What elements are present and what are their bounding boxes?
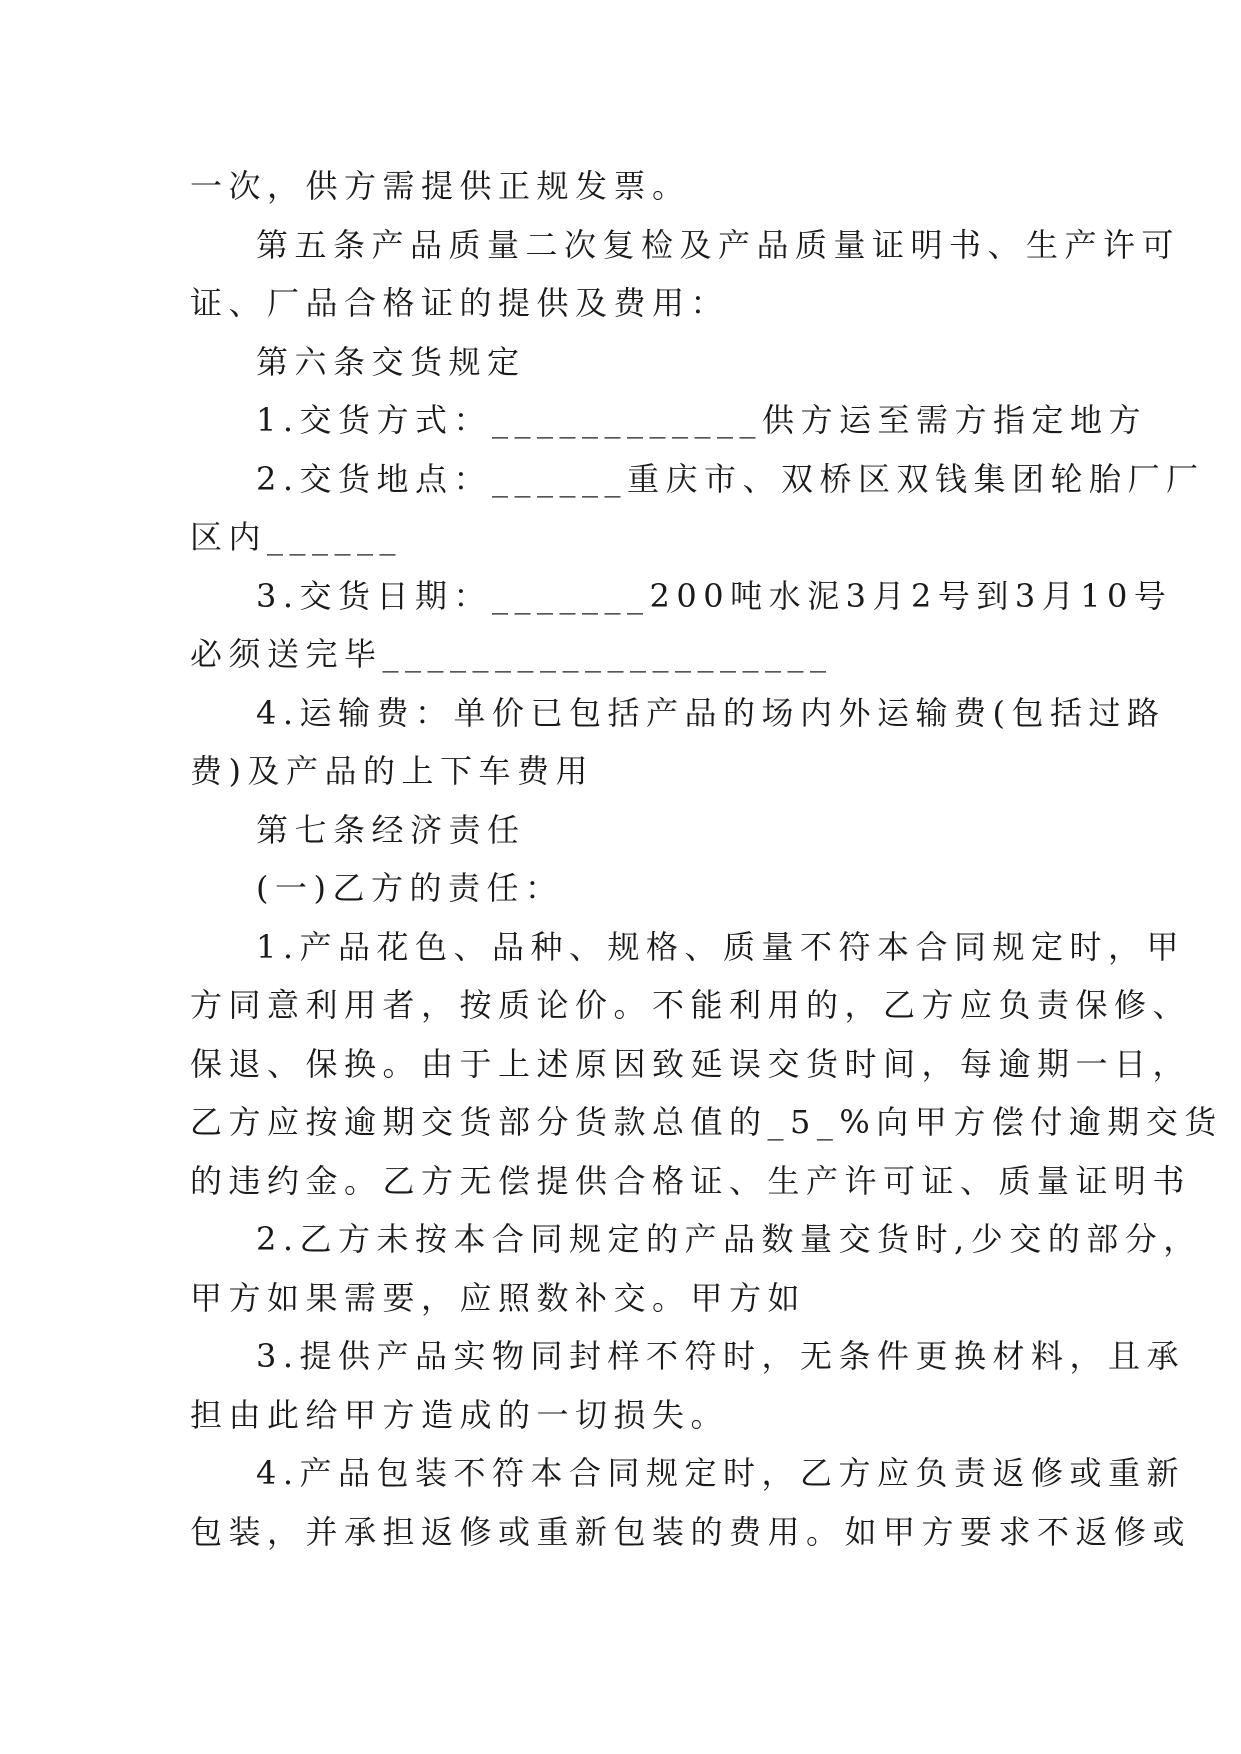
clause-2-line-2: 甲方如果需要，应照数补交。甲方如 <box>190 1278 807 1317</box>
document-body <box>190 157 1223 1561</box>
clause-1-line-5: 的违约金。乙方无偿提供合格证、生产许可证、质量证明书 <box>190 1161 1192 1200</box>
delivery-location-line-cont: 区内______ <box>190 518 403 556</box>
delivery-method-line: 1.交货方式：____________供方运至需方指定地方 <box>256 401 1148 439</box>
delivery-date-line: 3.交货日期：_______200吨水泥3月2号到3月10号 <box>256 576 1173 615</box>
section-heading-6: 第六条交货规定 <box>256 342 526 381</box>
delivery-date-line-cont: 必须送完毕____________________ <box>190 635 833 673</box>
clause-4-line-1: 4.产品包装不符本合同规定时，乙方应负责返修或重新 <box>256 1454 1186 1492</box>
clause-1-line-3: 保退、保换。由于上述原因致延误交货时间，每逾期一日， <box>190 1044 1192 1083</box>
text-line-3: 证、厂品合格证的提供及费用： <box>190 284 730 322</box>
text-line-2: 第五条产品质量二次复检及产品质量证明书、生产许可 <box>256 225 1181 264</box>
clause-2-line-1: 2.乙方未按本合同规定的产品数量交货时,少交的部分， <box>256 1220 1202 1258</box>
clause-3-line-2: 担由此给甲方造成的一切损失。 <box>190 1395 730 1434</box>
transport-fee-line-cont: 费)及产品的上下车费用 <box>190 752 594 790</box>
transport-fee-line: 4.运输费：单价已包括产品的场内外运输费(包括过路 <box>256 693 1166 732</box>
clause-4-line-2: 包装，并承担返修或重新包装的费用。如甲方要求不返修或 <box>190 1512 1192 1551</box>
subsection-heading-1: (一)乙方的责任： <box>256 869 564 907</box>
clause-3-line-1: 3.提供产品实物同封样不符时，无条件更换材料，且承 <box>256 1337 1186 1375</box>
text-line-1: 一次，供方需提供正规发票。 <box>190 167 691 205</box>
section-heading-7: 第七条经济责任 <box>256 810 526 849</box>
clause-1-line-1: 1.产品花色、品种、规格、质量不符本合同规定时，甲 <box>256 927 1186 966</box>
clause-1-line-4: 乙方应按逾期交货部分货款总值的_5_%向甲方偿付逾期交货 <box>190 1103 1223 1141</box>
delivery-location-line: 2.交货地点：______重庆市、双桥区双钱集团轮胎厂厂 <box>256 459 1205 498</box>
clause-1-line-2: 方同意利用者，按质论价。不能利用的，乙方应负责保修、 <box>190 986 1192 1024</box>
